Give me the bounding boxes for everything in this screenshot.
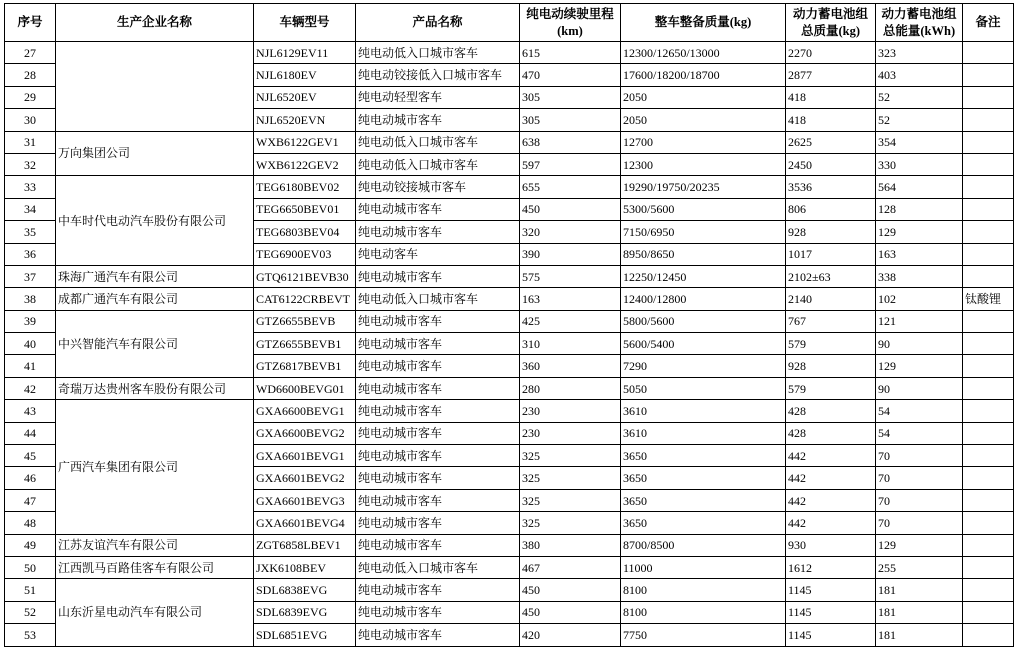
cell-model: NJL6520EV bbox=[254, 86, 356, 108]
table-row bbox=[5, 310, 1014, 332]
cell-range: 280 bbox=[520, 377, 621, 399]
cell-battery-energy: 90 bbox=[876, 377, 963, 399]
cell-product-name: 纯电动城市客车 bbox=[356, 400, 520, 422]
header-battery-energy: 动力蓄电池组 总能量(kWh) bbox=[876, 4, 963, 42]
cell-battery-mass: 579 bbox=[786, 377, 876, 399]
cell-index: 46 bbox=[5, 467, 56, 489]
cell-model: ZGT6858LBEV1 bbox=[254, 534, 356, 556]
cell-range: 230 bbox=[520, 422, 621, 444]
header-battery-mass: 动力蓄电池组 总质量(kg) bbox=[786, 4, 876, 42]
table-row bbox=[5, 288, 1014, 310]
cell-battery-mass: 1017 bbox=[786, 243, 876, 265]
cell-product-name: 纯电动城市客车 bbox=[356, 489, 520, 511]
cell-range: 470 bbox=[520, 64, 621, 86]
cell-battery-mass: 3536 bbox=[786, 176, 876, 198]
cell-battery-energy: 52 bbox=[876, 109, 963, 131]
cell-range: 450 bbox=[520, 198, 621, 220]
cell-product-name: 纯电动城市客车 bbox=[356, 512, 520, 534]
cell-battery-energy: 54 bbox=[876, 400, 963, 422]
cell-model: CAT6122CRBEVT bbox=[254, 288, 356, 310]
cell-range: 467 bbox=[520, 556, 621, 578]
cell-manufacturer: 成都广通汽车有限公司 bbox=[56, 288, 254, 310]
cell-curb-weight: 8950/8650 bbox=[621, 243, 786, 265]
cell-index: 43 bbox=[5, 400, 56, 422]
cell-battery-energy: 102 bbox=[876, 288, 963, 310]
cell-range: 450 bbox=[520, 579, 621, 601]
table-row bbox=[5, 534, 1014, 556]
cell-model: GTZ6655BEVB bbox=[254, 310, 356, 332]
cell-battery-mass: 806 bbox=[786, 198, 876, 220]
cell-product-name: 纯电动城市客车 bbox=[356, 422, 520, 444]
cell-model: GXA6601BEVG1 bbox=[254, 445, 356, 467]
cell-curb-weight: 8100 bbox=[621, 579, 786, 601]
cell-model: GXA6600BEVG2 bbox=[254, 422, 356, 444]
cell-index: 31 bbox=[5, 131, 56, 153]
cell-product-name: 纯电动城市客车 bbox=[356, 377, 520, 399]
cell-index: 38 bbox=[5, 288, 56, 310]
cell-index: 29 bbox=[5, 86, 56, 108]
cell-curb-weight: 11000 bbox=[621, 556, 786, 578]
cell-range: 325 bbox=[520, 445, 621, 467]
cell-index: 37 bbox=[5, 265, 56, 287]
cell-model: TEG6180BEV02 bbox=[254, 176, 356, 198]
cell-battery-mass: 1145 bbox=[786, 624, 876, 646]
cell-battery-mass: 2140 bbox=[786, 288, 876, 310]
cell-battery-energy: 70 bbox=[876, 512, 963, 534]
cell-curb-weight: 12300/12650/13000 bbox=[621, 42, 786, 64]
cell-product-name: 纯电动城市客车 bbox=[356, 467, 520, 489]
cell-product-name: 纯电动城市客车 bbox=[356, 534, 520, 556]
cell-battery-energy: 354 bbox=[876, 131, 963, 153]
cell-range: 325 bbox=[520, 489, 621, 511]
cell-product-name: 纯电动城市客车 bbox=[356, 355, 520, 377]
cell-battery-mass: 1612 bbox=[786, 556, 876, 578]
cell-remark: 钛酸锂 bbox=[963, 288, 1014, 310]
cell-battery-energy: 70 bbox=[876, 467, 963, 489]
cell-index: 47 bbox=[5, 489, 56, 511]
cell-remark bbox=[963, 109, 1014, 131]
cell-battery-mass: 2270 bbox=[786, 42, 876, 64]
cell-remark bbox=[963, 131, 1014, 153]
cell-range: 638 bbox=[520, 131, 621, 153]
cell-remark bbox=[963, 556, 1014, 578]
cell-index: 49 bbox=[5, 534, 56, 556]
cell-product-name: 纯电动城市客车 bbox=[356, 109, 520, 131]
table-row bbox=[5, 556, 1014, 578]
table-row bbox=[5, 377, 1014, 399]
cell-battery-mass: 2625 bbox=[786, 131, 876, 153]
cell-product-name: 纯电动低入口城市客车 bbox=[356, 288, 520, 310]
cell-remark bbox=[963, 221, 1014, 243]
cell-model: GTQ6121BEVB30 bbox=[254, 265, 356, 287]
cell-model: GXA6600BEVG1 bbox=[254, 400, 356, 422]
cell-index: 35 bbox=[5, 221, 56, 243]
table-row bbox=[5, 579, 1014, 601]
cell-product-name: 纯电动城市客车 bbox=[356, 198, 520, 220]
table-row bbox=[5, 176, 1014, 198]
cell-battery-mass: 767 bbox=[786, 310, 876, 332]
cell-battery-energy: 70 bbox=[876, 489, 963, 511]
table-row bbox=[5, 131, 1014, 153]
cell-battery-energy: 90 bbox=[876, 333, 963, 355]
cell-manufacturer: 奇瑞万达贵州客车股份有限公司 bbox=[56, 377, 254, 399]
cell-range: 305 bbox=[520, 109, 621, 131]
cell-product-name: 纯电动城市客车 bbox=[356, 445, 520, 467]
cell-model: GTZ6655BEVB1 bbox=[254, 333, 356, 355]
cell-battery-energy: 70 bbox=[876, 445, 963, 467]
cell-index: 50 bbox=[5, 556, 56, 578]
cell-remark bbox=[963, 176, 1014, 198]
cell-index: 41 bbox=[5, 355, 56, 377]
cell-battery-mass: 1145 bbox=[786, 601, 876, 623]
cell-battery-energy: 128 bbox=[876, 198, 963, 220]
cell-curb-weight: 5050 bbox=[621, 377, 786, 399]
cell-battery-energy: 181 bbox=[876, 579, 963, 601]
cell-manufacturer: 江西凯马百路佳客车有限公司 bbox=[56, 556, 254, 578]
cell-remark bbox=[963, 601, 1014, 623]
cell-model: SDL6839EVG bbox=[254, 601, 356, 623]
cell-manufacturer: 中车时代电动汽车股份有限公司 bbox=[56, 176, 254, 266]
cell-manufacturer: 中兴智能汽车有限公司 bbox=[56, 310, 254, 377]
cell-curb-weight: 17600/18200/18700 bbox=[621, 64, 786, 86]
cell-range: 655 bbox=[520, 176, 621, 198]
cell-range: 320 bbox=[520, 221, 621, 243]
cell-remark bbox=[963, 467, 1014, 489]
cell-battery-energy: 181 bbox=[876, 601, 963, 623]
cell-battery-energy: 403 bbox=[876, 64, 963, 86]
cell-model: GXA6601BEVG4 bbox=[254, 512, 356, 534]
cell-curb-weight: 3650 bbox=[621, 489, 786, 511]
cell-battery-mass: 2102±63 bbox=[786, 265, 876, 287]
cell-remark bbox=[963, 445, 1014, 467]
cell-battery-mass: 442 bbox=[786, 467, 876, 489]
cell-curb-weight: 12300 bbox=[621, 153, 786, 175]
cell-model: TEG6650BEV01 bbox=[254, 198, 356, 220]
cell-battery-mass: 930 bbox=[786, 534, 876, 556]
cell-range: 310 bbox=[520, 333, 621, 355]
cell-remark bbox=[963, 243, 1014, 265]
cell-index: 32 bbox=[5, 153, 56, 175]
cell-index: 42 bbox=[5, 377, 56, 399]
cell-range: 420 bbox=[520, 624, 621, 646]
cell-index: 27 bbox=[5, 42, 56, 64]
cell-range: 380 bbox=[520, 534, 621, 556]
cell-curb-weight: 7750 bbox=[621, 624, 786, 646]
cell-index: 48 bbox=[5, 512, 56, 534]
cell-range: 325 bbox=[520, 467, 621, 489]
cell-battery-mass: 928 bbox=[786, 221, 876, 243]
cell-remark bbox=[963, 153, 1014, 175]
cell-manufacturer bbox=[56, 42, 254, 132]
cell-product-name: 纯电动城市客车 bbox=[356, 221, 520, 243]
table-row bbox=[5, 42, 1014, 64]
cell-curb-weight: 19290/19750/20235 bbox=[621, 176, 786, 198]
cell-range: 325 bbox=[520, 512, 621, 534]
cell-manufacturer: 广西汽车集团有限公司 bbox=[56, 400, 254, 534]
cell-battery-energy: 129 bbox=[876, 534, 963, 556]
cell-range: 163 bbox=[520, 288, 621, 310]
header-curb-weight: 整车整备质量(kg) bbox=[621, 4, 786, 42]
cell-product-name: 纯电动低入口城市客车 bbox=[356, 153, 520, 175]
cell-remark bbox=[963, 534, 1014, 556]
cell-battery-energy: 163 bbox=[876, 243, 963, 265]
cell-curb-weight: 7290 bbox=[621, 355, 786, 377]
cell-remark bbox=[963, 265, 1014, 287]
cell-remark bbox=[963, 64, 1014, 86]
header-product-name: 产品名称 bbox=[356, 4, 520, 42]
cell-model: WD6600BEVG01 bbox=[254, 377, 356, 399]
cell-remark bbox=[963, 422, 1014, 444]
cell-product-name: 纯电动城市客车 bbox=[356, 333, 520, 355]
cell-index: 33 bbox=[5, 176, 56, 198]
cell-curb-weight: 3610 bbox=[621, 422, 786, 444]
cell-remark bbox=[963, 86, 1014, 108]
cell-range: 360 bbox=[520, 355, 621, 377]
cell-battery-mass: 2450 bbox=[786, 153, 876, 175]
cell-model: SDL6838EVG bbox=[254, 579, 356, 601]
cell-manufacturer: 珠海广通汽车有限公司 bbox=[56, 265, 254, 287]
cell-battery-mass: 442 bbox=[786, 445, 876, 467]
cell-remark bbox=[963, 512, 1014, 534]
cell-battery-energy: 52 bbox=[876, 86, 963, 108]
cell-model: WXB6122GEV2 bbox=[254, 153, 356, 175]
cell-product-name: 纯电动低入口城市客车 bbox=[356, 131, 520, 153]
cell-index: 45 bbox=[5, 445, 56, 467]
cell-battery-energy: 129 bbox=[876, 221, 963, 243]
header-row bbox=[5, 4, 1014, 42]
cell-battery-energy: 564 bbox=[876, 176, 963, 198]
cell-battery-energy: 181 bbox=[876, 624, 963, 646]
cell-index: 36 bbox=[5, 243, 56, 265]
cell-curb-weight: 8700/8500 bbox=[621, 534, 786, 556]
cell-index: 40 bbox=[5, 333, 56, 355]
table-row bbox=[5, 400, 1014, 422]
cell-remark bbox=[963, 42, 1014, 64]
cell-battery-energy: 54 bbox=[876, 422, 963, 444]
cell-curb-weight: 3650 bbox=[621, 445, 786, 467]
cell-range: 390 bbox=[520, 243, 621, 265]
cell-product-name: 纯电动城市客车 bbox=[356, 601, 520, 623]
cell-range: 615 bbox=[520, 42, 621, 64]
cell-curb-weight: 12250/12450 bbox=[621, 265, 786, 287]
cell-range: 305 bbox=[520, 86, 621, 108]
cell-product-name: 纯电动铰接低入口城市客车 bbox=[356, 64, 520, 86]
cell-index: 44 bbox=[5, 422, 56, 444]
cell-battery-mass: 428 bbox=[786, 400, 876, 422]
cell-index: 39 bbox=[5, 310, 56, 332]
cell-product-name: 纯电动低入口城市客车 bbox=[356, 556, 520, 578]
header-index: 序号 bbox=[5, 4, 56, 42]
cell-remark bbox=[963, 624, 1014, 646]
cell-battery-mass: 1145 bbox=[786, 579, 876, 601]
cell-curb-weight: 2050 bbox=[621, 86, 786, 108]
cell-manufacturer: 江苏友谊汽车有限公司 bbox=[56, 534, 254, 556]
cell-remark bbox=[963, 579, 1014, 601]
cell-battery-energy: 330 bbox=[876, 153, 963, 175]
cell-model: NJL6129EV11 bbox=[254, 42, 356, 64]
cell-index: 30 bbox=[5, 109, 56, 131]
cell-battery-mass: 928 bbox=[786, 355, 876, 377]
cell-curb-weight: 12700 bbox=[621, 131, 786, 153]
cell-battery-mass: 418 bbox=[786, 86, 876, 108]
cell-index: 34 bbox=[5, 198, 56, 220]
cell-manufacturer: 万向集团公司 bbox=[56, 131, 254, 176]
cell-product-name: 纯电动轻型客车 bbox=[356, 86, 520, 108]
cell-product-name: 纯电动城市客车 bbox=[356, 624, 520, 646]
table-body bbox=[5, 42, 1014, 647]
cell-model: NJL6180EV bbox=[254, 64, 356, 86]
cell-curb-weight: 8100 bbox=[621, 601, 786, 623]
cell-model: TEG6900EV03 bbox=[254, 243, 356, 265]
cell-battery-energy: 255 bbox=[876, 556, 963, 578]
cell-remark bbox=[963, 355, 1014, 377]
cell-battery-energy: 121 bbox=[876, 310, 963, 332]
cell-curb-weight: 5300/5600 bbox=[621, 198, 786, 220]
cell-curb-weight: 3610 bbox=[621, 400, 786, 422]
cell-battery-energy: 129 bbox=[876, 355, 963, 377]
cell-manufacturer: 山东沂星电动汽车有限公司 bbox=[56, 579, 254, 646]
table-row bbox=[5, 265, 1014, 287]
cell-index: 52 bbox=[5, 601, 56, 623]
cell-curb-weight: 12400/12800 bbox=[621, 288, 786, 310]
header-remark: 备注 bbox=[963, 4, 1014, 42]
cell-remark bbox=[963, 377, 1014, 399]
cell-model: JXK6108BEV bbox=[254, 556, 356, 578]
cell-remark bbox=[963, 333, 1014, 355]
vehicle-catalog-table bbox=[4, 3, 1014, 647]
cell-range: 597 bbox=[520, 153, 621, 175]
cell-product-name: 纯电动城市客车 bbox=[356, 310, 520, 332]
cell-curb-weight: 3650 bbox=[621, 512, 786, 534]
cell-product-name: 纯电动城市客车 bbox=[356, 265, 520, 287]
cell-index: 51 bbox=[5, 579, 56, 601]
cell-curb-weight: 7150/6950 bbox=[621, 221, 786, 243]
cell-model: NJL6520EVN bbox=[254, 109, 356, 131]
cell-model: GXA6601BEVG3 bbox=[254, 489, 356, 511]
cell-model: SDL6851EVG bbox=[254, 624, 356, 646]
cell-battery-mass: 428 bbox=[786, 422, 876, 444]
cell-battery-mass: 579 bbox=[786, 333, 876, 355]
cell-curb-weight: 5800/5600 bbox=[621, 310, 786, 332]
header-manufacturer: 生产企业名称 bbox=[56, 4, 254, 42]
cell-battery-mass: 442 bbox=[786, 512, 876, 534]
cell-range: 450 bbox=[520, 601, 621, 623]
cell-battery-mass: 2877 bbox=[786, 64, 876, 86]
header-range: 纯电动续驶里程 (km) bbox=[520, 4, 621, 42]
cell-remark bbox=[963, 400, 1014, 422]
cell-range: 575 bbox=[520, 265, 621, 287]
cell-product-name: 纯电动低入口城市客车 bbox=[356, 42, 520, 64]
cell-remark bbox=[963, 489, 1014, 511]
cell-curb-weight: 2050 bbox=[621, 109, 786, 131]
cell-range: 425 bbox=[520, 310, 621, 332]
cell-product-name: 纯电动城市客车 bbox=[356, 579, 520, 601]
cell-curb-weight: 5600/5400 bbox=[621, 333, 786, 355]
cell-battery-mass: 418 bbox=[786, 109, 876, 131]
cell-model: GXA6601BEVG2 bbox=[254, 467, 356, 489]
cell-battery-energy: 323 bbox=[876, 42, 963, 64]
cell-index: 53 bbox=[5, 624, 56, 646]
cell-product-name: 纯电动客车 bbox=[356, 243, 520, 265]
cell-model: WXB6122GEV1 bbox=[254, 131, 356, 153]
cell-battery-energy: 338 bbox=[876, 265, 963, 287]
header-model: 车辆型号 bbox=[254, 4, 356, 42]
cell-model: GTZ6817BEVB1 bbox=[254, 355, 356, 377]
cell-remark bbox=[963, 310, 1014, 332]
cell-index: 28 bbox=[5, 64, 56, 86]
cell-battery-mass: 442 bbox=[786, 489, 876, 511]
cell-model: TEG6803BEV04 bbox=[254, 221, 356, 243]
cell-remark bbox=[963, 198, 1014, 220]
cell-product-name: 纯电动铰接城市客车 bbox=[356, 176, 520, 198]
cell-curb-weight: 3650 bbox=[621, 467, 786, 489]
cell-range: 230 bbox=[520, 400, 621, 422]
